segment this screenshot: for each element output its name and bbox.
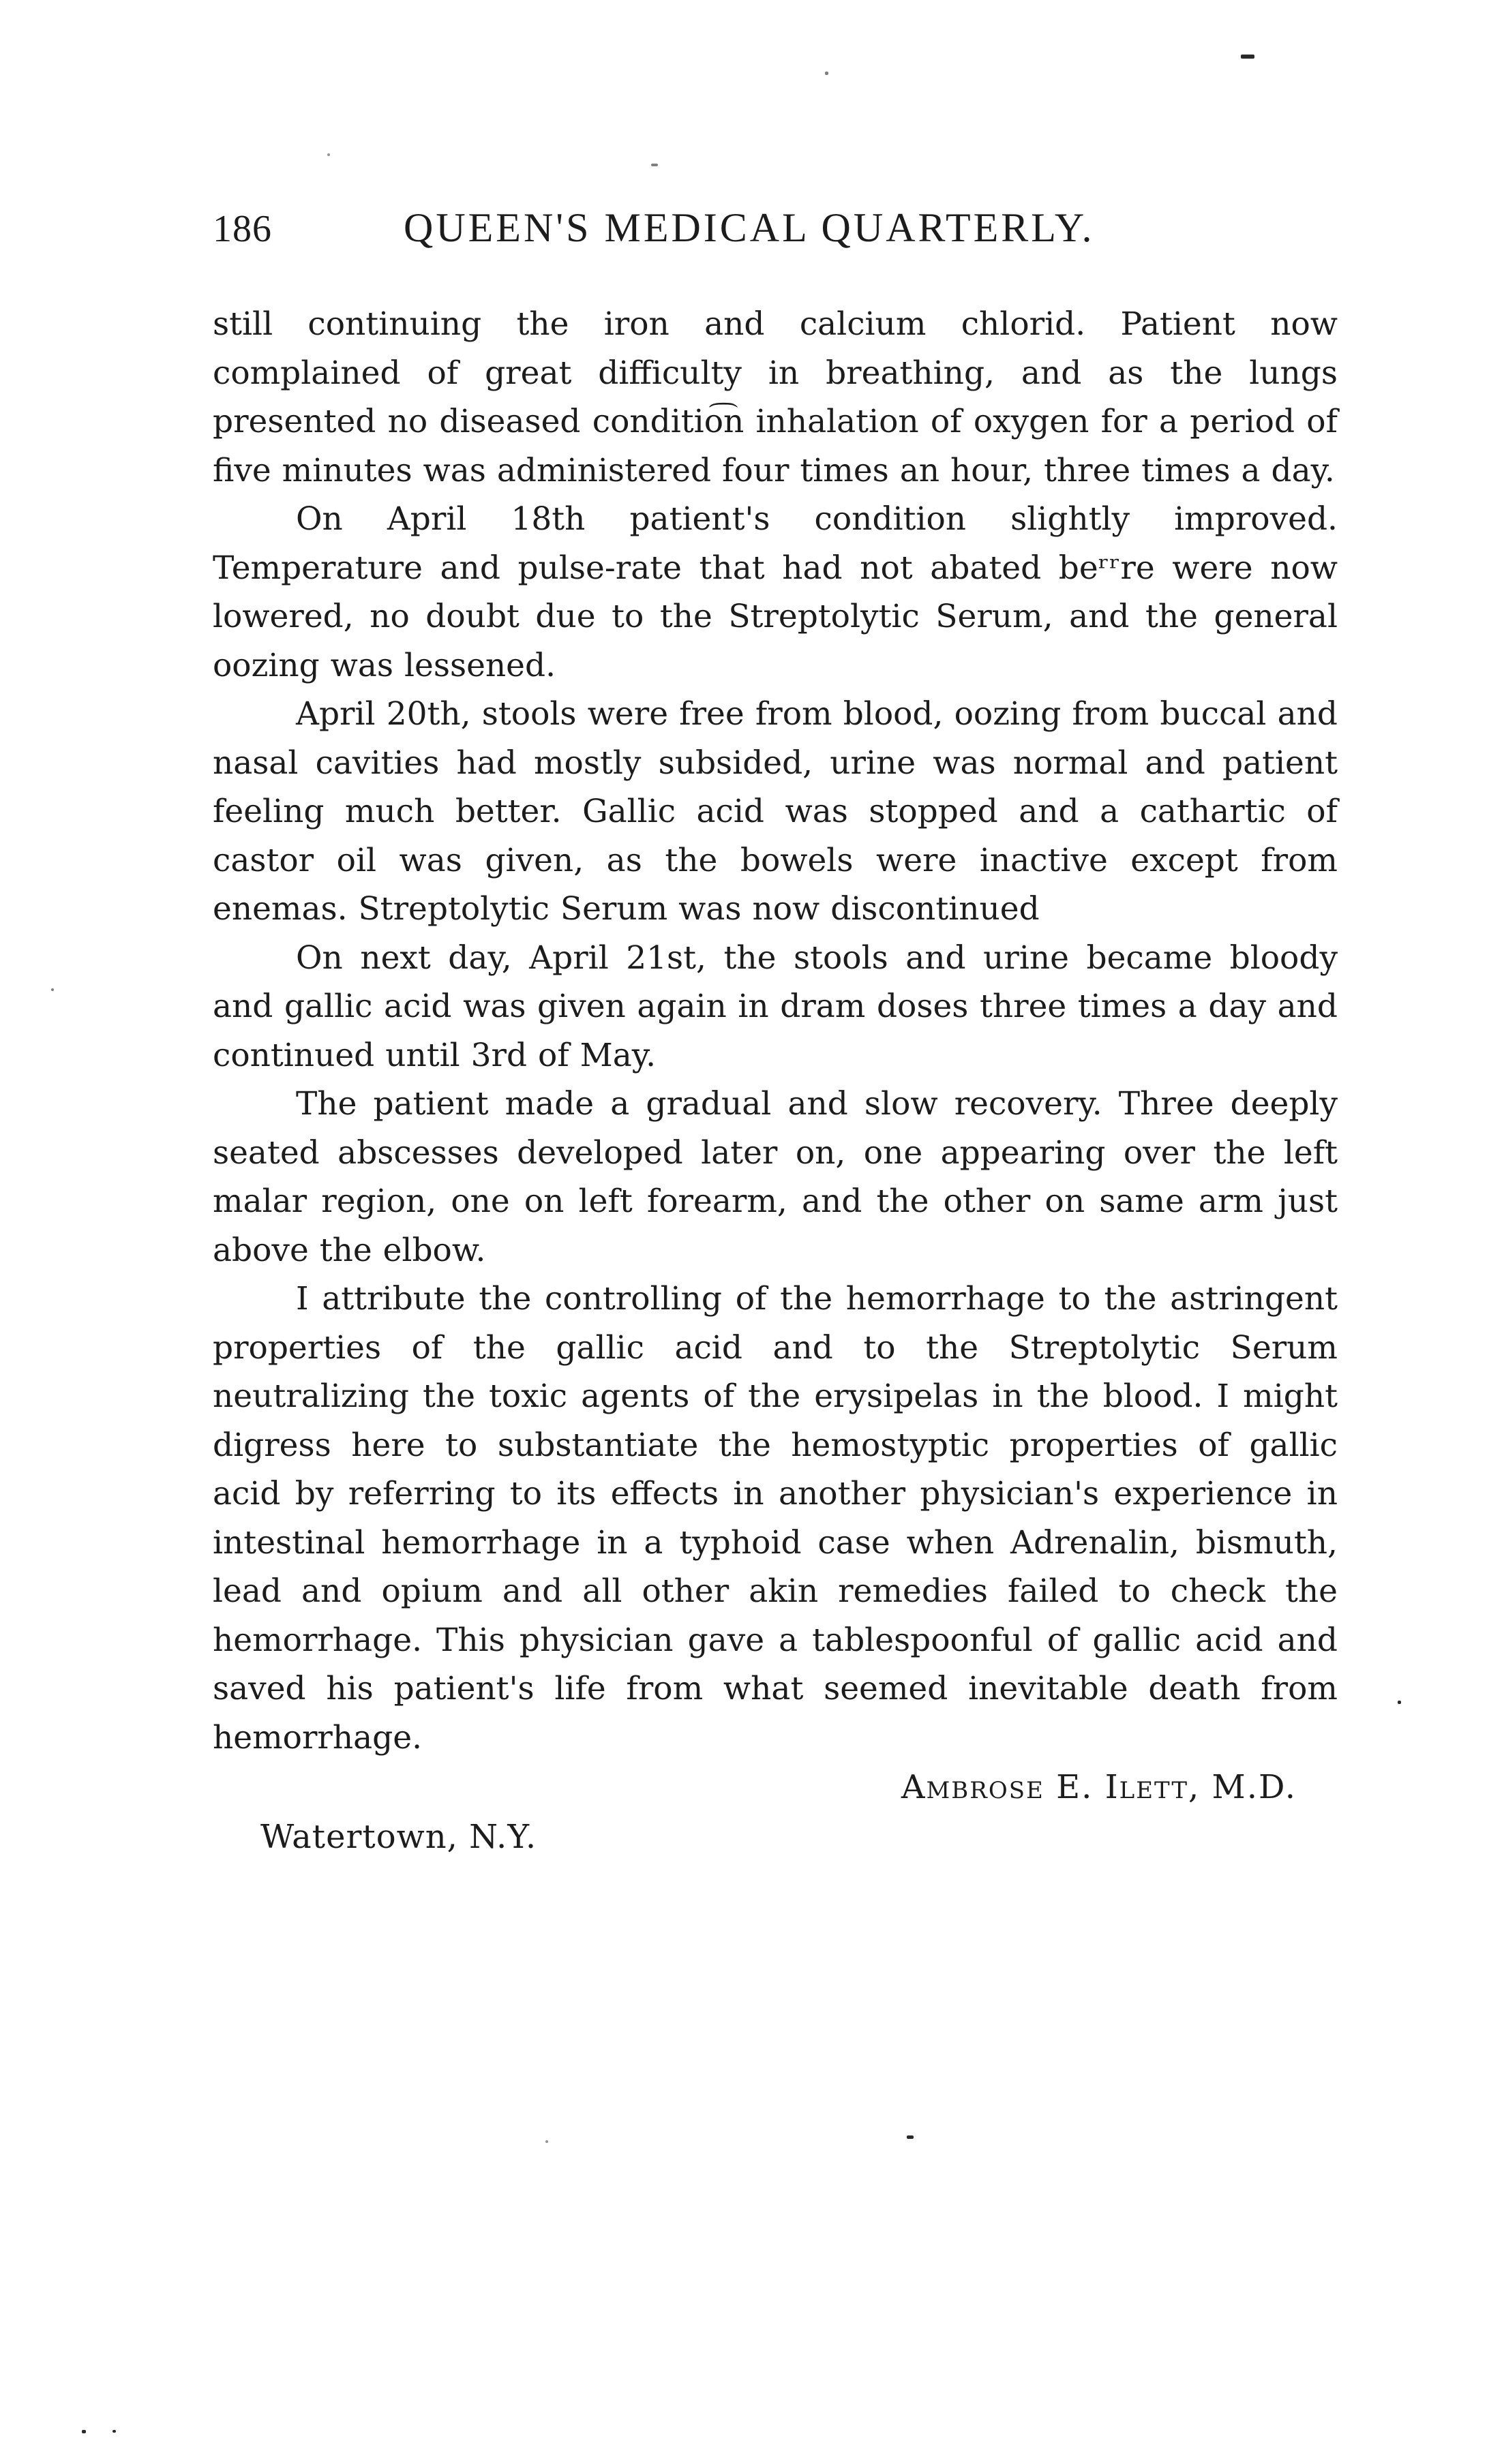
page-number: 186 xyxy=(213,208,272,250)
paragraph: The patient made a gradual and slow recovery. Three deeply seated abscesses developed later on, one appearing over the left malar region, one on left forearm, and the other on same arm just above the elbow. xyxy=(213,1085,1338,1269)
scan-speck xyxy=(112,2430,116,2433)
scan-speck xyxy=(327,153,330,156)
paragraph: On April 18th patient's condition slightly improved. Temperature and pulse-rate that had not abated beʳʳre were now lowered, no doubt due to the Streptolytic Serum, and the general oozing was lessened. xyxy=(213,500,1338,684)
scan-speck xyxy=(907,2135,914,2139)
scan-speck xyxy=(825,72,828,75)
article-body xyxy=(213,300,1338,1762)
scan-speck xyxy=(651,164,658,166)
scan-speck xyxy=(545,2140,548,2143)
journal-title: QUEEN'S MEDICAL QUARTERLY. xyxy=(404,205,1095,250)
scan-speck xyxy=(1398,1701,1401,1704)
paragraph: I attribute the controlling of the hemorrhage to the astringent properties of the gallic acid and to the Streptolytic Serum neutralizing the toxic agents of the erysipelas in the blood. I might digress here to substantiate the hemostyptic properties of gallic acid by referring to its effects in another physician's experience in intestinal hemorrhage in a typhoid case when Adrenalin, bismuth, lead and opium and all other akin remedies failed to check the hemorrhage. This physician gave a tablespoonful of gallic acid and saved his patient's life from what seemed inevitable death from hemorrhage. xyxy=(213,1280,1338,1756)
paragraph: On next day, April 21st, the stools and urine became bloody and gallic acid was given again in dram doses three times a day and continued until 3rd of May. xyxy=(213,939,1338,1074)
scan-speck xyxy=(82,2430,86,2433)
paragraph: April 20th, stools were free from blood, oozing from buccal and nasal cavities had mostly subsided, urine was normal and patient feeling much better. Gallic acid was stopped and a cathartic of castor oil was given, as the bowels were inactive except from enemas. Streptolytic Serum was now discontinued xyxy=(213,695,1338,928)
paragraph: still continuing the iron and calcium chlorid. Patient now complained of great difficulty in breathing, and as the lungs presented no diseased conditio͡n inhalation of oxygen for a period of five minutes was administered four times an hour, three times a day. xyxy=(213,305,1338,489)
book-page xyxy=(213,204,1338,1861)
running-head xyxy=(213,204,1338,266)
scan-speck xyxy=(51,988,54,991)
scan-speck xyxy=(1241,55,1254,59)
author-signature: Ambrose E. Ilett, M.D. xyxy=(901,1768,1297,1806)
author-location: Watertown, N.Y. xyxy=(260,1818,537,1856)
